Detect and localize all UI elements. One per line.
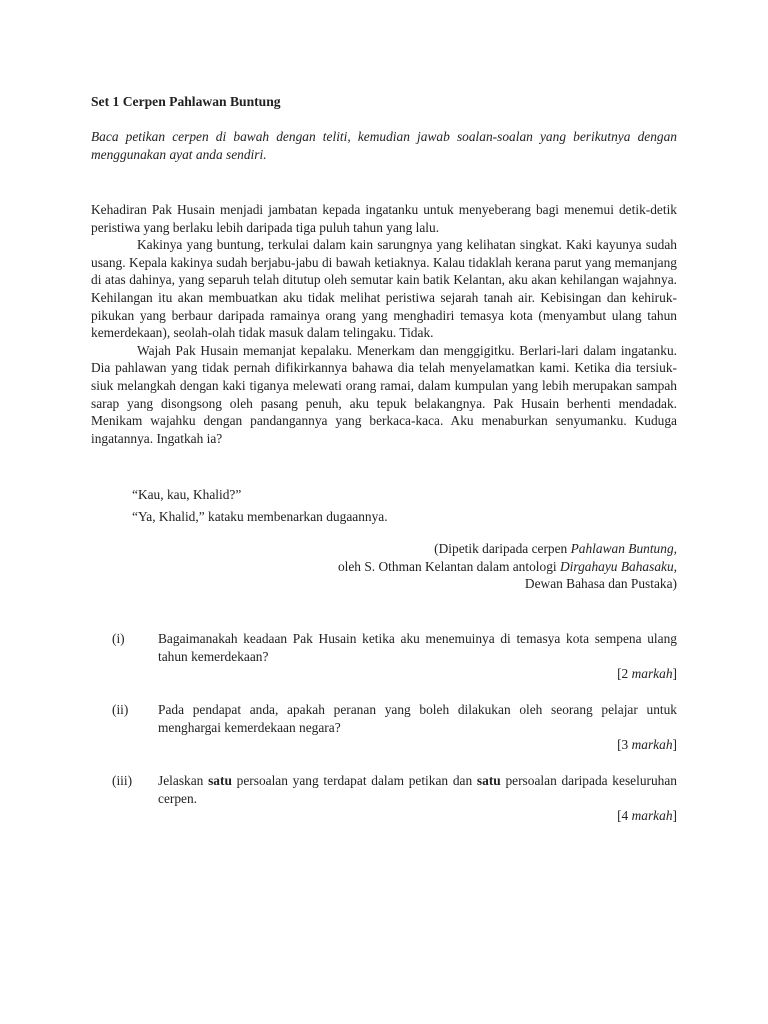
source-publisher: Dewan Bahasa dan Pustaka) (524, 576, 677, 592)
source-prefix: (Dipetik daripada cerpen (434, 541, 571, 556)
source-story-title: Pahlawan Buntung, (570, 541, 677, 556)
question-text-part: Jelaskan (158, 773, 209, 788)
question-number: (i) (112, 631, 125, 646)
marks-word: markah (631, 666, 673, 681)
question-marks (617, 807, 677, 825)
marks-open: [3 (617, 737, 632, 752)
document-title: Set 1 Cerpen Pahlawan Buntung (91, 94, 281, 109)
question-number: (ii) (112, 702, 129, 717)
dialogue-line-1: “Kau, kau, Khalid?” (132, 487, 242, 502)
question-text-part: persoalan yang terdapat dalam petikan dan (231, 773, 477, 788)
marks-open: [2 (617, 666, 632, 681)
marks-close: ] (672, 737, 677, 752)
marks-close: ] (672, 808, 677, 823)
passage-paragraph-1: Kehadiran Pak Husain menjadi jambatan kepada ingatanku untuk menyeberang bagi menemui detik-detik peristiwa yang berlaku lebih daripada tiga puluh tahun yang lalu. (91, 202, 677, 235)
question-bold-word: satu (208, 773, 232, 788)
source-anthology-title: Dirgahayu Bahasaku, (559, 558, 677, 574)
marks-word: markah (631, 808, 673, 823)
marks-open: [4 (617, 808, 632, 823)
passage-paragraph-3: Wajah Pak Husain memanjat kepalaku. Menerkam dan menggigitku. Berlari-lari dalam ingatanku. Dia pahlawan yang tidak pernah difikirkannya bahawa dia telah menyelamatkan kami. Ketika dia tersiuk-siuk melangkah dengan kaki tiganya melewati orang ramai, dalam kumpulan yang lebih merupakan sampah sarap yang disongsong oleh pasang penuh, aku tepuk belakangnya. Pak Husain berhenti mendadak. Menikam wajahku dengan pandangannya yang berkaca-kaca. Aku menaburkan senyumanku. Kuduga ingatannya. Ingatkah ia? (91, 342, 677, 446)
question-text: Pada pendapat anda, apakah peranan yang boleh dilakukan oleh seorang pelajar untuk menghargai kemerdekaan negara? (158, 702, 677, 735)
question-marks (617, 665, 677, 683)
source-line-1 (91, 540, 677, 558)
source-citation (91, 540, 677, 593)
question-marks (617, 736, 677, 754)
marks-word: markah (631, 737, 673, 752)
dialogue-block (132, 486, 672, 529)
dialogue-line-2: “Ya, Khalid,” kataku membenarkan dugaannya. (132, 508, 388, 524)
document-page (91, 0, 677, 1024)
marks-close: ] (672, 666, 677, 681)
question-text: Bagaimanakah keadaan Pak Husain ketika aku menemuinya di temasya kota sempena ulang tahun kemerdekaan? (158, 631, 677, 664)
source-line-2 (91, 558, 677, 576)
question-bold-word: satu (476, 773, 501, 788)
question-number: (iii) (112, 773, 133, 788)
passage-paragraph-2: Kakinya yang buntung, terkulai dalam kain sarungnya yang kelihatan singkat. Kaki kayunya sudah usang. Kepala kakinya sudah berjabu-jabu di bawah ketiaknya. Kalau tidaklah kerana parut yang memanjang di atas dahinya, yang separuh telah ditutup oleh semutar kain batik Kelantan, aku akan kehilangan wajahnya. Kehilangan itu akan membuatkan aku tidak melihat peristiwa sejarah tanah air. Kebisingan dan kehiruk-pikukan yang berbaur daripada ramainya orang yang menghadiri temasya kota (menyambut ulang tahun kemerdekaan), seolah-olah tidak masuk dalam telingaku. Tidak. (91, 237, 677, 341)
passage-excerpt (91, 201, 677, 447)
source-author: oleh S. Othman Kelantan dalam antologi (337, 558, 560, 574)
question-text (158, 772, 677, 807)
instruction-text: Baca petikan cerpen di bawah dengan teliti, kemudian jawab soalan-soalan yang berikutnya dengan menggunakan ayat anda sendiri. (91, 129, 677, 162)
question-text-part: persoalan daripada keseluruhan cerpen. (158, 773, 677, 806)
